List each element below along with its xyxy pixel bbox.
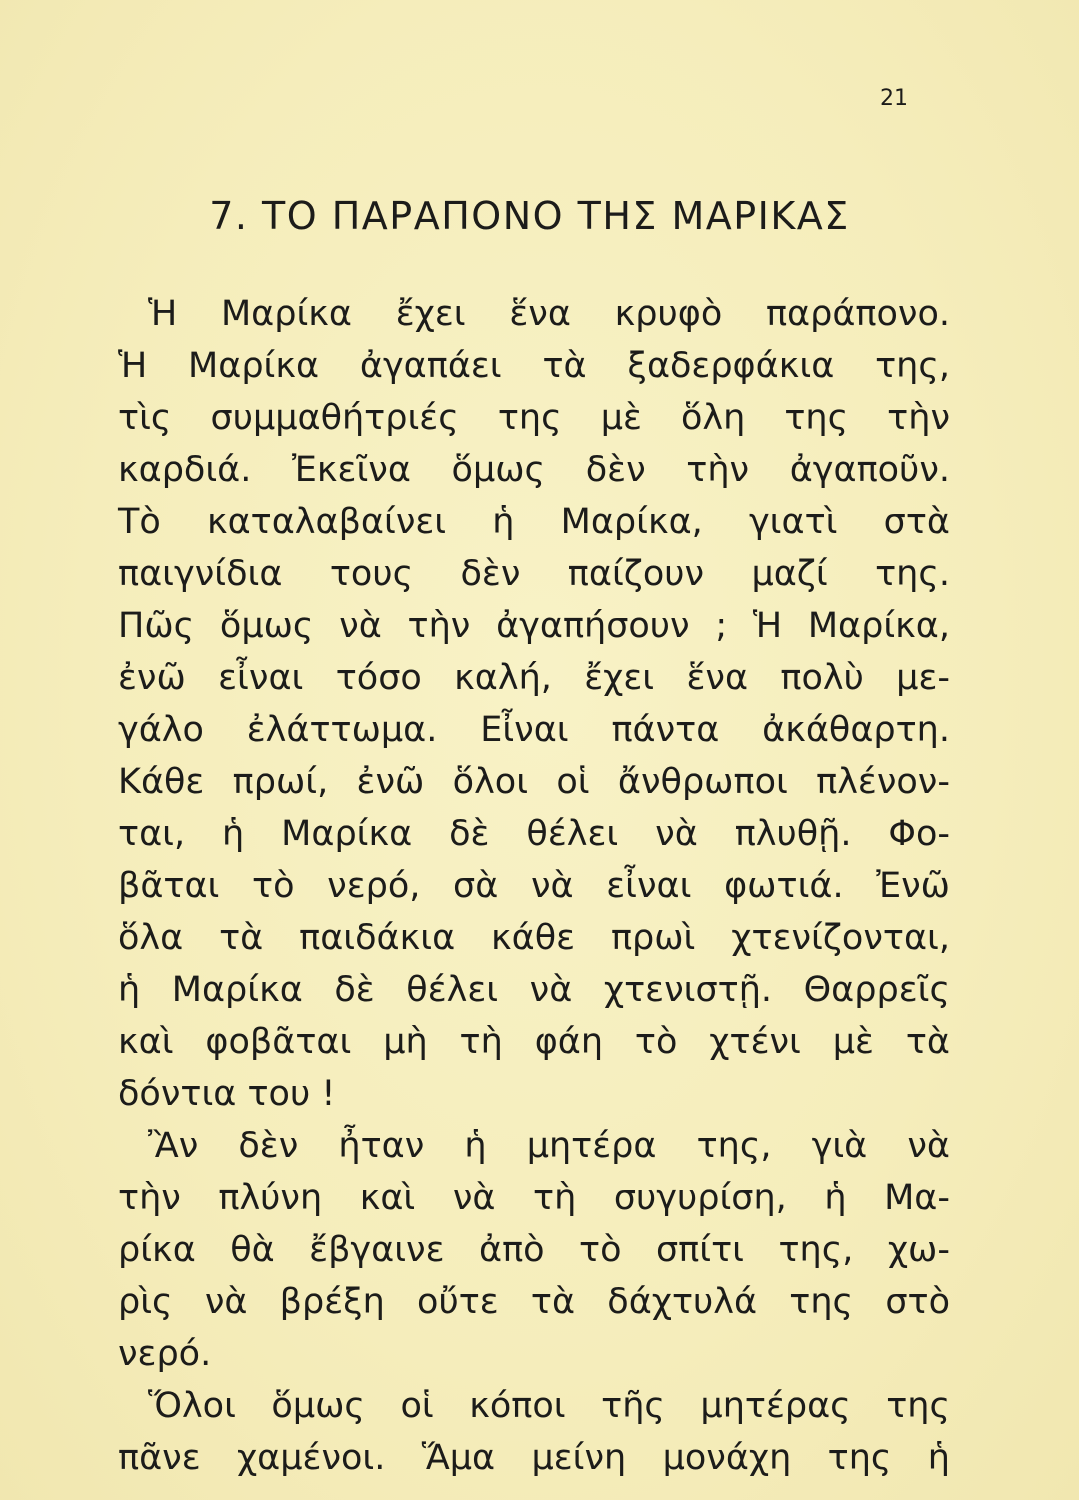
text-line: ται, ἡ Μαρίκα δὲ θέλει νὰ πλυθῇ. Φο-: [118, 814, 950, 854]
text-line: καὶ φοβᾶται μὴ τὴ φάη τὸ χτένι μὲ τὰ: [118, 1022, 950, 1062]
text-line: ὅλα τὰ παιδάκια κάθε πρωὶ χτενίζονται,: [118, 918, 950, 958]
text-line: Τὸ καταλαβαίνει ἡ Μαρίκα, γιατὶ στὰ: [118, 502, 950, 542]
text-line: ἡ Μαρίκα δὲ θέλει νὰ χτενιστῇ. Θαρρεῖς: [118, 970, 950, 1010]
text-line: ρὶς νὰ βρέξη οὔτε τὰ δάχτυλά της στὸ: [118, 1282, 950, 1322]
text-line: Ἡ Μαρίκα ἀγαπάει τὰ ξαδερφάκια της,: [118, 346, 950, 386]
body-text: [118, 288, 950, 1484]
text-line: ρίκα θὰ ἔβγαινε ἀπὸ τὸ σπίτι της, χω-: [118, 1230, 950, 1270]
text-line: βᾶται τὸ νερό, σὰ νὰ εἶναι φωτιά. Ἐνῶ: [118, 866, 950, 906]
text-line: καρδιά. Ἐκεῖνα ὅμως δὲν τὴν ἀγαποῦν.: [118, 450, 950, 490]
text-line: Ἂν δὲν ἦταν ἡ μητέρα της, γιὰ νὰ: [148, 1126, 950, 1166]
text-line: νερό.: [118, 1334, 212, 1374]
text-line: παιγνίδια τους δὲν παίζουν μαζί της.: [118, 554, 950, 594]
text-line: τὴν πλύνη καὶ νὰ τὴ συγυρίση, ἡ Μα-: [118, 1178, 950, 1218]
text-line: τὶς συμμαθήτριές της μὲ ὅλη της τὴν: [118, 398, 950, 438]
text-line: πᾶνε χαμένοι. Ἅμα μείνη μονάχη της ἡ: [118, 1438, 950, 1478]
text-line: ἐνῶ εἶναι τόσο καλή, ἔχει ἕνα πολὺ με-: [118, 658, 950, 698]
chapter-title: 7. ΤΟ ΠΑΡΑΠΟΝΟ ΤΗΣ ΜΑΡΙΚΑΣ: [209, 194, 850, 238]
text-line: Ὅλοι ὅμως οἱ κόποι τῆς μητέρας της: [148, 1386, 950, 1426]
page-number: 21: [880, 86, 908, 111]
text-line: δόντια του !: [118, 1074, 336, 1114]
text-line: γάλο ἐλάττωμα. Εἶναι πάντα ἀκάθαρτη.: [118, 710, 950, 750]
text-line: Ἡ Μαρίκα ἔχει ἕνα κρυφὸ παράπονο.: [148, 294, 950, 334]
text-line: Πῶς ὅμως νὰ τὴν ἀγαπήσουν ; Ἡ Μαρίκα,: [118, 606, 950, 646]
text-line: Κάθε πρωί, ἐνῶ ὅλοι οἱ ἄνθρωποι πλένον-: [118, 762, 950, 802]
